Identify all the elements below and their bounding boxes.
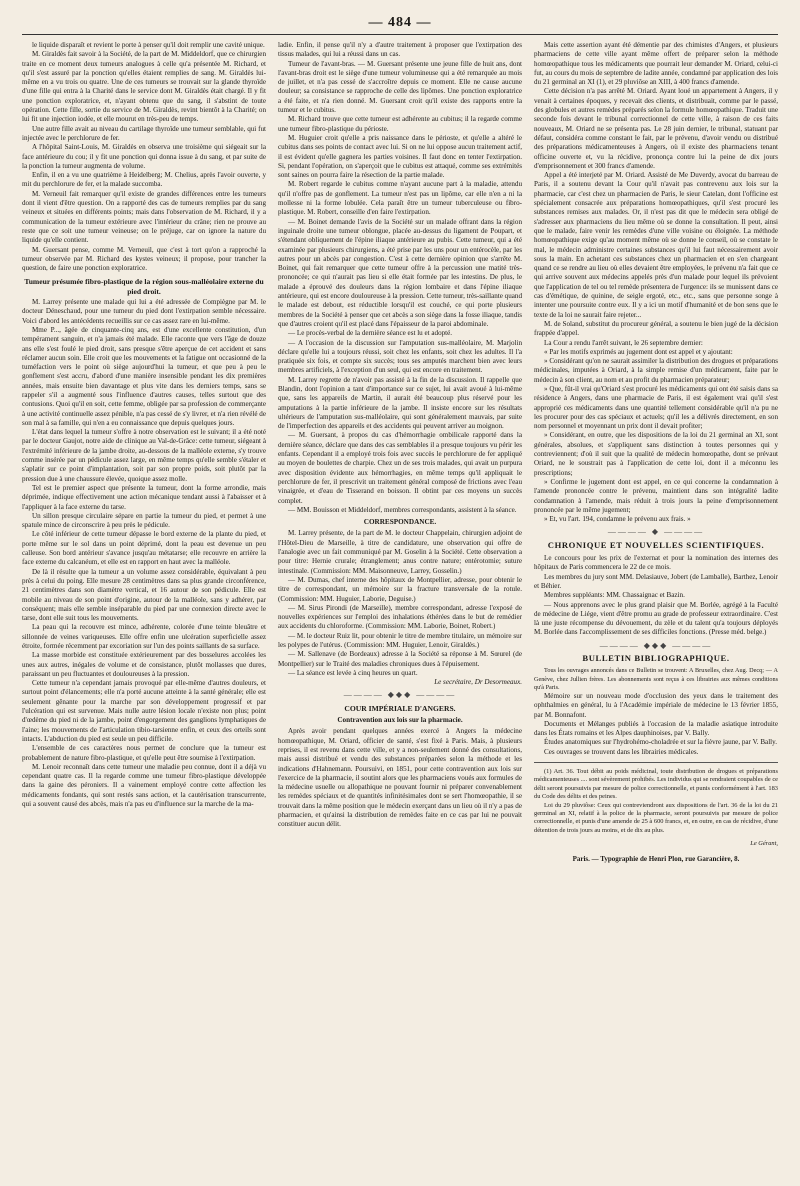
paragraph: — M. Guersant, à propos du cas d'hémorrhagie ombilicale rapporté dans la dernière séance, déclare que dans des cas semblables il a presque toujours vu périr les enfants. Cependant il a employé trois fois avec succès le perchlorure de fer appliqué au moyen de boulettes de charpie. Chez un de ses trois malades, qui avait un purpura avec disposition évidente aux hémorrhagies, en même temps qu'il appliquait le perchlorure de fer, il prescrivit un traitement général composé de frictions avec l'eau vinaigrée, et d'eau de Tisserand en boisson. Il obtint par ces moyens un succès complet.	[278, 431, 522, 505]
section-heading: COUR IMPÉRIALE D'ANGERS.	[344, 703, 456, 713]
paragraph: « Par les motifs exprimés au jugement dont est appel et y ajoutant:	[544, 347, 733, 356]
section-title: CHRONIQUE ET NOUVELLES SCIENTIFIQUES.	[547, 539, 765, 550]
subheading: Contravention aux lois sur la pharmacie.	[337, 716, 463, 725]
footnote: (1) Art. 36. Tout débit au poids médicinal, toute distribution de drogues et préparations médicamenteuses .... sont sévèrement prohibés. Les individus qui se rendraient coupables de ce délit seront poursuivis par mesure de police correctionnelle, et punis conformément à l'art. 183 du Code des délits et des peines.	[534, 767, 778, 801]
paragraph: M. Guersant pense, comme M. Verneuil, que c'est à tort qu'on a rapproché la tumeur observée par M. Richard des kystes veineux; il propose, pour trancher la question, de faire une ponction exploratrice.	[22, 245, 266, 273]
column-3	[534, 41, 778, 1179]
paragraph: M. Verneuil fait remarquer qu'il existe de grandes différences entre les tumeurs dont il vient d'être question. On a rapporté des cas de tumeurs remplies par du sang veineux et situées en différents points; mais dans l'observation de M. Richard, il y a communication de la tumeur extérieure avec l'intérieur du crâne; rien ne prouve au reste que ce soit une tumeur veineuse; on le préjuge, car on ignore la nature du liquide qu'elle contient.	[22, 189, 266, 245]
paragraph: M. Robert regarde le cubitus comme n'ayant aucune part à la maladie, attendu qu'il n'offre pas de gonflement. La tumeur n'est pas un lipôme, car elle n'en a ni la mollesse ni la forme lobulée. Cela paraît être un tumeur tuberculeuse ou fibro-plastique. M. Robert, conseille d'en faire l'extirpation.	[278, 180, 522, 217]
section-heading: Tumeur présumée fibro-plastique de la région sous-malléolaire externe du pied droit.	[24, 277, 264, 296]
ornament-divider: ———— ◆◆◆ ————	[343, 690, 457, 700]
paragraph: Membres suppléants: MM. Chassaignac et Bazin.	[544, 591, 685, 600]
bulletin-note: Tous les ouvrages annoncés dans ce Bulletin se trouvent: A Bruxelles, chez Aug. Decq; — A Genève, chez Jullien frères. Les abonnements sont reçus à ces librairies aux mêmes conditions qu'à Paris.	[534, 667, 778, 691]
paragraph: Tel est le premier aspect que présente la tumeur, dont la forme arrondie, mais déprimée, indique effectivement une action mécanique tendant aussi à l'abaisser et à l'appliquer à la face externe du tarse.	[22, 483, 266, 511]
paragraph: Mémoire sur un nouveau mode d'occlusion des yeux dans le traitement des ophthalmies en général, lu à l'Académie impériale de médecine le 13 février 1855, par M. Bonnafont.	[534, 691, 778, 719]
paragraph: M. de Soland, substitut du procureur général, a soutenu le bien jugé de la décision frappée d'appel.	[534, 319, 778, 338]
paragraph: A l'hôpital Saint-Louis, M. Giraldès en observa une troisième qui siégeait sur la face antérieure du cou; il y fit une ponction qui donna issue à du sang, et par suite de la ponction la tumeur augmenta de volume.	[22, 143, 266, 170]
column-1	[22, 41, 266, 1179]
paragraph: — M. Sirus Pirondi (de Marseille), membre correspondant, adresse l'exposé de nouvelles expériences sur l'emploi des inhalations éthérées dans le but de remédier aux accidents du chloroforme. (Commission: MM. Laborie, Boinet, Robert.)	[278, 603, 522, 631]
paragraph: M. Richard trouve que cette tumeur est adhérente au cubitus; il la regarde comme une tumeur fibro-plastique du périoste.	[278, 115, 522, 133]
footnote-rule	[534, 762, 778, 763]
paragraph: — A l'occasion de la discussion sur l'amputation sus-malléolaire, M. Marjolin déclare qu'elle lui a toujours réussi, soit chez les enfants, soit chez les adultes. Il l'a pratiquée six fois, et compte six succès; tous ses amputés marchent bien avec leurs membres artificiels, à l'exception d'un seul, qui est encore en traitement.	[278, 338, 522, 375]
paragraph: » Confirme le jugement dont est appel, en ce qui concerne la condamnation à l'amende prononcée contre le prévenu, maintient dans son intégralité ladite condamnation à l'amende, mais réduit à trois jours la peine d'emprisonnement prononcée par le même jugement;	[534, 477, 778, 514]
paragraph: — M. Boinet demande l'avis de la Société sur un malade offrant dans la région inguinale droite une tumeur oblongue, placée au-dessus du ligament de Poupart, et s'étendant obliquement de l'épine iliaque antérieure au pubis. Cette tumeur, qui a été examinée par plusieurs chirurgiens, a été prise par les uns pour un entérocèle, par les autres pour un abcès par congestion. C'est à cette dernière opinion que s'arrête M. Boinet, qui fait remarquer que cette tumeur offre à la percussion une matité très-prononcée; ce qui n'aurait pas lieu si elle était formée par les intestins. De plus, le malade a éprouvé des douleurs dans la région lombaire et dans l'épine iliaque antérieure, qui est encore douloureuse à la pression. Cette tumeur, très-saillante quand le malade est debout, est réductible lorsqu'il est couché, ce qui porte plusieurs membres de la Société à penser que cet abcès a son siège dans la fosse iliaque, tandis que d'autres croient qu'il est placé dans l'épaisseur de la paroi abdominale.	[278, 217, 522, 328]
paragraph: Enfin, il en a vu une quatrième à Heidelberg; M. Chelius, après l'avoir ouverte, y mit du perchlorure de fer, et la malade succomba.	[22, 171, 266, 189]
footnote: Loi du 29 pluviôse: Ceux qui contreviendront aux dispositions de l'art. 36 de la loi du 21 germinal an XI, relatif à la police de la pharmacie, seront poursuivis par mesure de police correctionnelle, et punis d'une amende de 25 à 600 francs, et, en outre, en cas de récidive, d'une détention de trois jours au moins, et de dix au plus.	[534, 801, 778, 834]
ornament-divider: ———— ◆◆◆ ————	[599, 640, 713, 650]
paragraph: Les membres du jury sont MM. Delasiauve, Jobert (de Lamballe), Barthez, Lenoir et Béhier.	[534, 572, 778, 590]
paragraph: De là il résulte que la tumeur a un volume assez considérable, équivalant à peu près à celui du poing. Elle mesure 28 centimètres dans sa plus grande circonférence, 21 centimètres dans son diamètre vertical, et 16 autour de son pédicule. Elle est mobile au niveau de son point d'origine, autour de la malléole, sans y adhérer, par conséquent; mais elle semble inséparable du pied par une connexion directe avec le tarse, dont elle suit tous les mouvements.	[22, 567, 266, 623]
paragraph: Le concours pour les prix de l'externat et pour la nomination des internes des hôpitaux de Paris commencera le 22 de ce mois.	[534, 554, 778, 572]
paragraph: — M. Sallenave (de Bordeaux) adresse à la Société sa réponse à M. Sœurel (de Montpellier) sur le Traité des maladies chroniques dues à l'épuisement.	[278, 650, 522, 668]
ornament-divider: ———— ◆ ————	[607, 527, 705, 537]
paragraph: — Le procès-verbal de la dernière séance est lu et adopté.	[288, 329, 453, 338]
subheading: CORRESPONDANCE.	[363, 518, 437, 527]
paragraph: Le côté inférieur de cette tumeur dépasse le bord externe de la plante du pied, et porte même sur le sol dans un point déprimé, dont la peau est devenue un peu calleuse. Son bord antérieur s'avance jusqu'au métatarse; elle recouvre en arrière la face externe du calcanéum, et elle est en rapport en haut avec la malléole.	[22, 530, 266, 567]
paragraph: Tumeur de l'avant-bras. — M. Guersant présente une jeune fille de huit ans, dont l'avant-bras droit est le siège d'une tumeur volumineuse qui a été remarquée au mois de juillet, et n'a pas cessé de s'accroître depuis ce moment. Elle ne cause aucune douleur; sa consistance se rapproche de celle des lipômes. Une ponction exploratrice a été faite, et n'a rien donné. M. Guersant croit qu'il existe des rapports entre la tumeur et le cubitus.	[278, 59, 522, 115]
paragraph: Mme P..., âgée de cinquante-cinq ans, est d'une excellente constitution, d'un tempérament sanguin, et n'a jamais été malade. Elle raconte que vers l'âge de douze ans elle s'est foulé le pied droit, sans presque s'être aperçue de cet accident et sans réclamer aucun soin. Elle croit que les mouvements et la fatigue ont occasionné de la tuméfaction vers le point où siège aujourd'hui la tumeur, et que peu à peu le gonflement s'est accru, d'abord d'une manière insensible pendant les dix premières années, mais ensuite bien davantage et plus vite dans les derniers temps, sans se rappeler s'il a augmenté sous l'influence d'autres causes, telles surtout que des contusions. Quoi qu'il en soit, cette femme, obligée par sa profession de commerçante à une activité continuelle assez pénible, n'a pas cessé de s'y livrer, et n'a rien révélé de son mal à sa famille, qui n'en a eu connaissance que depuis quelques jours.	[22, 325, 266, 427]
paragraph: Appel a été interjeté par M. Oriard. Assisté de Me Duverdy, avocat du barreau de Paris, il a soutenu devant la Cour qu'il n'avait pas contrevenu aux lois sur la pharmacie, car c'est chez un pharmacien de Paris, le sieur Catelan, dont l'officine est spécialement consacrée aux préparations homœopathiques, qu'il s'est procuré les substances remises aux malades. Or, il n'est pas dit que le médecin sera obligé de s'adresser aux pharmaciens du lieu même où se donne la consultation. Il peut, ainsi que le malade, faire venir les remèdes d'une ville voisine ou éloignée. La méthode homœopathique exige qu'au moment même où se donne le conseil, où se constate le mal, le médecin administre certaines substances qu'il lui faut nécessairement avoir sous la main. En achetant ces substances chez un pharmacien et en s'en chargeant quand ce se rendre au lieu où elles devaient être employées, le prévenu n'a fait que ce qui arrive souvent aux médecins appelés près d'un malade pour lequel ils prévoient que l'application de tel ou tel remède présentera de l'urgence: ils se munissent dans ce cas d'émétique, de quinine, de seigle ergoté, etc., etc., sans que personne songe à intenter une poursuite contre eux. Il y a ici un motif d'humanité et de bon sens que le texte de la loi ne saurait faire rejeter...	[534, 171, 778, 319]
paragraph: M. Lenoir reconnaît dans cette tumeur une maladie peu connue, dont il a déjà vu cependant quatre cas. Il la regarde comme une tumeur fibro-plastique développée dans la gaine des péroniers. Il a vainement employé contre cette affection les médicaments fondants, qui sont restés sans action, et la cautérisation transcurrente, qui a souvent causé des abcès, mais n'a pas eu d'influence sur la marche de la ma-	[22, 762, 266, 809]
paragraph: L'ensemble de ces caractères nous permet de conclure que la tumeur est probablement de nature fibro-plastique, et qu'elle peut être soumise à l'extirpation.	[22, 744, 266, 762]
page-number: — 484 —	[368, 15, 432, 30]
paragraph: Ces ouvrages se trouvent dans les librairies médicales.	[544, 747, 699, 756]
paragraph: » Considérant qu'on ne saurait assimiler la distribution des drogues et préparations médicinales, imputées à Oriard, à la simple remise d'un médicament, faite par le médecin à son client, au nom et au profit du pharmacien préparateur;	[534, 357, 778, 384]
paragraph: M. Larrey présente, de la part de M. le docteur Chappelain, chirurgien adjoint de l'Hôtel-Dieu de Marseille, à titre de candidature, une observation qui offre de l'analogie avec un fait communiqué par M. Goselin à la Société. Cette observation a pour titre: Hernie crurale; étranglement; anus contre nature; entérotomie; suture intestinale. (Commission: MM. Maisonneuve, Larrey, Gosselin.)	[278, 529, 522, 575]
paragraph: — M. Dumas, chef interne des hôpitaux de Montpellier, adresse, pour obtenir le titre de correspondant, un mémoire sur la fracture transversale de la rotule. (Commission: MM. Huguier, Laborie, Deguise.)	[278, 575, 522, 603]
paragraph: Mais cette assertion ayant été démentie par des chimistes d'Angers, et plusieurs pharmaciens de cette ville ayant même offert de préparer selon la méthode homœopathique tous les médicaments que pourrait leur demander M. Oriard, celui-ci fut, au cours du mois de septembre de ladite année, condamné par application des lois du 21 germinal an XI (1), et 29 pluviôse an XIII, à 400 francs d'amende.	[534, 41, 778, 87]
signature: Le secrétaire, Dr Desormeaux.	[434, 678, 522, 687]
paragraph: M. Giraldès fait savoir à la Société, de la part de M. Middeldorf, que ce chirurgien traite en ce moment deux tumeurs analogues à celle qu'a présentée M. Richard, et qu'il s'est assuré par la ponction qu'elles étaient remplies de sang. M. Giraldès lui-même en a vu trois ou quatre. Une de ces tumeurs se trouvait sur la glande thyroïde d'une fille qui entra à la Charité dans le service dont M. Giraldès était chargé. Il y fit une ponction exploratrice, et, n'ayant obtenu que du sang, il s'abstint de toute opération. Cette fille, sortie du service de M. Giraldès, revint bientôt à la Charité; on lui fit une injection iodée, et elle mourut en très-peu de temps.	[22, 50, 266, 124]
paragraph: Un sillon presque circulaire sépare en partie la tumeur du pied, et permet à une spatule mince de circonscrire à peu près le pédicule.	[22, 511, 266, 530]
paragraph: — Nous apprenons avec le plus grand plaisir que M. Borlée, agrégé à la Faculté de médecine de Liége, vient d'être promu au grade de professeur extraordinaire. C'est là une juste récompense du dévouement, du zèle et du talent qu'a toujours déployés M. Borlée dans l'accomplissement de ses difficiles fonctions. (Presse méd. belge.)	[534, 600, 778, 637]
paragraph: La masse morbide est constituée extérieurement par des bosselures accolées les unes aux autres, inégales de volume et de consistance, plutôt mollasses que dures, paraissant un peu fluctuantes et douloureuses à la pression.	[22, 651, 266, 678]
paragraph: L'état dans lequel la tumeur s'offre à notre observation est le suivant; il a été noté par le docteur Gaujot, notre aide de clinique au Val-de-Grâce: cette tumeur, siégeant à l'extrémité inférieure de la jambe droite, au-dessous de la malléole externe, s'y trouve comme insérée par un pédicule assez large, en même temps qu'elle semble s'étaler et s'aplatir sur ce point d'implantation, soit par son propre poids, soit plutôt par la pression due à une chaussure élevée, quoique assez molle.	[22, 428, 266, 483]
paragraph: — MM. Bouisson et Middeldorf, membres correspondants, assistent à la séance.	[288, 505, 517, 514]
paragraph: — M. le docteur Ruiz lit, pour obtenir le titre de membre titulaire, un mémoire sur les polypes de l'utérus. (Commission: MM. Huguier, Lenoir, Giraldès.)	[278, 631, 522, 649]
paragraph: Cette tumeur n'a cependant jamais provoqué par elle-même d'autres douleurs, et surtout point d'élancements; elle n'a porté aucune atteinte à la santé générale; elle est seulement gênante pour la marche par son développement progressif et par l'ulcération qui est survenue. Mais nulle autre lésion locale n'existe non plus; point d'œdème du pied ni de la jambe, point d'engorgement des ganglions lymphatiques de l'aine; les mouvements de l'articulation tibio-tarsienne enfin, et ceux des orteils sont intacts. L'abduction du pied est seule un peu difficile.	[22, 679, 266, 743]
paragraph: le liquide disparaît et revient le porte à penser qu'il doit remplir une cavité unique.	[32, 41, 265, 49]
section-title: BULLETIN BIBLIOGRAPHIQUE.	[582, 653, 730, 663]
paragraph: La peau qui la recouvre est mince, adhérente, colorée d'une teinte bleuâtre et sillonnée de veines variqueuses. Elle offre enfin une ulcération superficielle assez étroite, formée récemment par excoriation sur l'un des points saillants de sa surface.	[22, 623, 266, 650]
paragraph: La Cour a rendu l'arrêt suivant, le 26 septembre dernier:	[544, 338, 703, 347]
paragraph: » Et, vu l'art. 194, condamne le prévenu aux frais. »	[544, 515, 691, 524]
paragraph: M. Larrey regrette de n'avoir pas assisté à la fin de la discussion. Il rappelle que Blandin, dont l'opinion a tant d'importance sur ce sujet, lui avait avoué à lui-même que, sans les appareils de Martin, il aurait été beaucoup plus réservé pour les amputations à la partie inférieure de la jambe. Il insiste encore sur les résultats ultérieurs de l'amputation sus-malléolaire, qui sont généralement mauvais, par suite de l'imperfection des appareils et des accidents qui peuvent arriver au moignon.	[278, 375, 522, 431]
paragraph: » Que, fût-il vrai qu'Oriard s'est procuré les médicaments qui ont été saisis dans sa résidence à Angers, dans une pharmacie de Paris, il est également vrai qu'il s'est approprié ces médicaments dans une quantité tellement considérable qu'il n'a pu ne les procurer pour des cas spéciaux et actuels; qu'il les a délivrés directement, en son nom personnel et moyennant un prix dont il devait profiter;	[534, 384, 778, 431]
gerant-label: Le Gérant,	[750, 840, 778, 848]
paragraph: M. Huguier croit qu'elle a pris naissance dans le périoste, et qu'elle a altéré le cubitus dans ses points de contact avec lui. Si on ne lui oppose aucun traitement actif, il est évident qu'elle gagnera les parties voisines. Il faut donc en tenter l'extirpation. Si, pendant l'opération, on s'aperçoit que le cubitus est attaqué, comme ses extrémités sont saines on pourra faire la résection de la partie malade.	[278, 133, 522, 180]
top-rule	[22, 34, 778, 35]
paragraph: Après avoir pendant quelques années exercé à Angers la médecine homœopathique, M. Oriard, officier de santé, s'est fixé à Paris. Mais, à plusieurs reprises, il est revenu dans cette ville, et y a non-seulement donné des consultations, mais aussi distribué et vendu des substances préparées selon la méthode et les indications d'Hahnemann. Poursuivi, en 1851, pour cette contravention aux lois sur l'exercice de la pharmacie, il soutint alors que les pharmaciens voués aux formules de la médecine usuelle ou allopathique ne pouvant fournir ni préparer convenablement les remèdes spéciaux et de quantités infinitésimales dont se sert l'homœopathie, il se trouvait dans la même position que le médecin exerçant dans un lieu où il n'y a pas de pharmacien, et qu'ainsi la distribution de remèdes faite en ce cas par lui ne pouvait constituer aucun délit.	[278, 727, 522, 829]
printer-imprint: Paris. — Typographie de Henri Plon, rue Garancière, 8.	[572, 854, 740, 863]
paragraph: » Considérant, en outre, que les dispositions de la loi du 21 germinal an XI, sont générales, absolues, et s'appliquent sans distinction à toutes personnes qui y contreviennent; d'où il suit que la qualité de médecin homœopathe, dont se prévaut Oriard, ne le soustrait pas à l'application de cette loi, dont il a méconnu les prescriptions;	[534, 431, 778, 477]
paragraph: Cette décision n'a pas arrêté M. Oriard. Ayant loué un appartement à Angers, il y venait à certaines époques, y recevait des clients, et distribuait, comme par le passé, des globules et autres remèdes préparés selon la formule homœopathique. Traduit une seconde fois devant le tribunal correctionnel de cette ville, à raison de ces faits nouveaux, M. Oriard ne se présenta pas. Le 28 juin dernier, le tribunal, statuant par défaut, considéra comme constant le fait, par le prévenu, d'avoir vendu ou distribué des préparations médicamenteuses à Angers, où il existe des pharmaciens tenant officine ouverte et, vu la récidive, prononça contre lui la peine de dix jours d'emprisonnement et 300 francs d'amende.	[534, 87, 778, 170]
paragraph: ladie. Enfin, il pense qu'il n'y a d'autre traitement à proposer que l'extirpation des tissus malades, qui lui a réussi dans un cas.	[278, 41, 522, 59]
paragraph: Études anatomiques sur l'hydrohémo-choladrée et sur la fièvre jaune, par V. Bally.	[544, 738, 778, 747]
paragraph: Documents et Mélanges publiés à l'occasion de la maladie asiatique introduite dans les États romains et les Alpes dauphinoises, par V. Bally.	[534, 719, 778, 738]
columns	[22, 41, 778, 1179]
paragraph: — La séance est levée à cinq heures un quart.	[288, 668, 418, 677]
paragraph: Une autre fille avait au niveau du cartilage thyroïde une tumeur semblable, qui fut injectée avec le perchlorure de fer.	[22, 124, 266, 142]
paragraph: M. Larrey présente une malade qui lui a été adressée de Compiègne par M. le docteur Déneschaud, pour une tumeur du pied dont l'extirpation semble nécessaire. Voici d'abord les antécédents recueillis sur ce cas assez rare en lui-même.	[22, 298, 266, 325]
column-2	[278, 41, 522, 1179]
